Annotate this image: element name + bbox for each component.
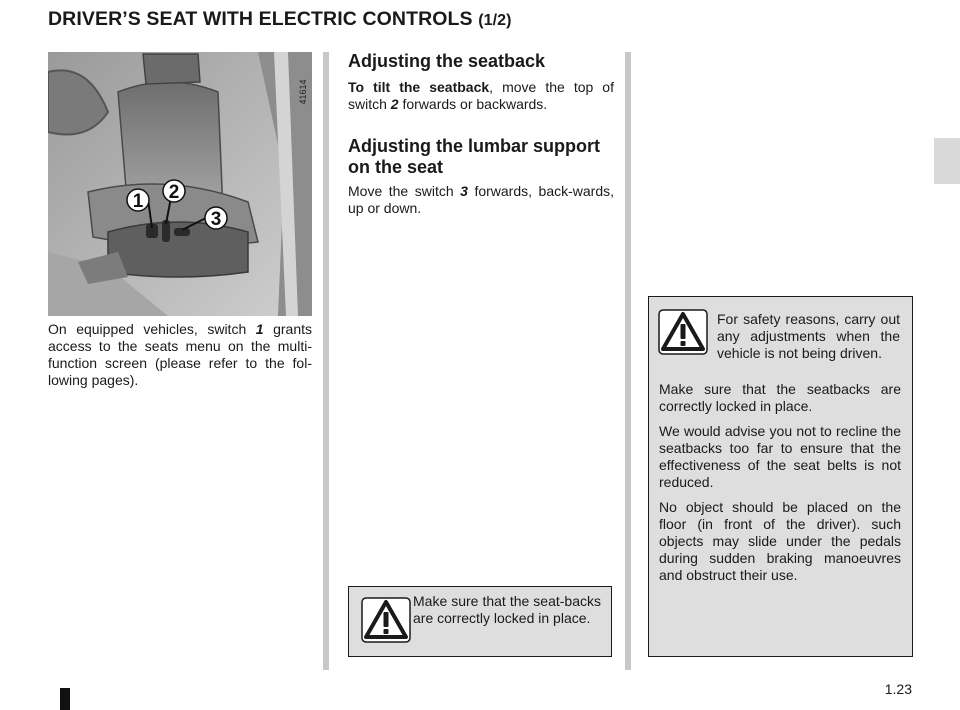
page-number: 1.23 (884, 681, 912, 697)
safety-warning-p2: We would advise you not to recline the seatbacks too far to ensure that the effectiveness of the seat belts is not reduced. (659, 423, 901, 490)
column-divider (323, 52, 329, 670)
seat-controls-illustration (48, 52, 312, 316)
seatback-instructions: To tilt the seatback, move the top of switch 2 forwards or backwards. (348, 79, 614, 112)
figure-ref-number: 41614 (298, 79, 308, 105)
lumbar-instructions: Move the switch 3 forwards, back-wards, up or down. (348, 183, 615, 216)
page-title (48, 8, 512, 31)
safety-warning-p3: No object should be placed on the floor (in front of the driver). such objects may slide under the pedals during sudden braking manoeuvres and obstruct their use. (659, 499, 901, 583)
corner-mark (60, 688, 70, 710)
safety-warning-box (648, 296, 913, 657)
seatback-warning-box (348, 586, 612, 657)
page-title-suffix: (1/2) (478, 12, 512, 29)
callout-label-1: 1 (132, 191, 144, 212)
section-heading-seatback: Adjusting the seatback (348, 51, 546, 71)
warning-triangle-icon (361, 597, 411, 643)
safety-warning-lead: For safety reasons, carry out any adjustments when the vehicle is not being driven. (717, 311, 900, 361)
chapter-tab-marker (934, 138, 960, 184)
page-title-text: DRIVER’S SEAT WITH ELECTRIC CONTROLS (48, 8, 473, 30)
safety-warning-p1: Make sure that the seatbacks are correctly locked in place. (659, 381, 901, 414)
switch-1-description: On equipped vehicles, switch 1 grants access to the seats menu on the multi-function screen (please refer to the fol-lowing pages). (48, 321, 312, 388)
callout-label-3: 3 (210, 209, 222, 230)
callout-label-2: 2 (168, 182, 180, 203)
warning-triangle-icon (658, 309, 708, 355)
column-divider (625, 52, 631, 670)
section-heading-lumbar: Adjusting the lumbar support on the seat (348, 136, 600, 177)
seatback-warning-text: Make sure that the seat-backs are correctly locked in place. (413, 593, 601, 626)
